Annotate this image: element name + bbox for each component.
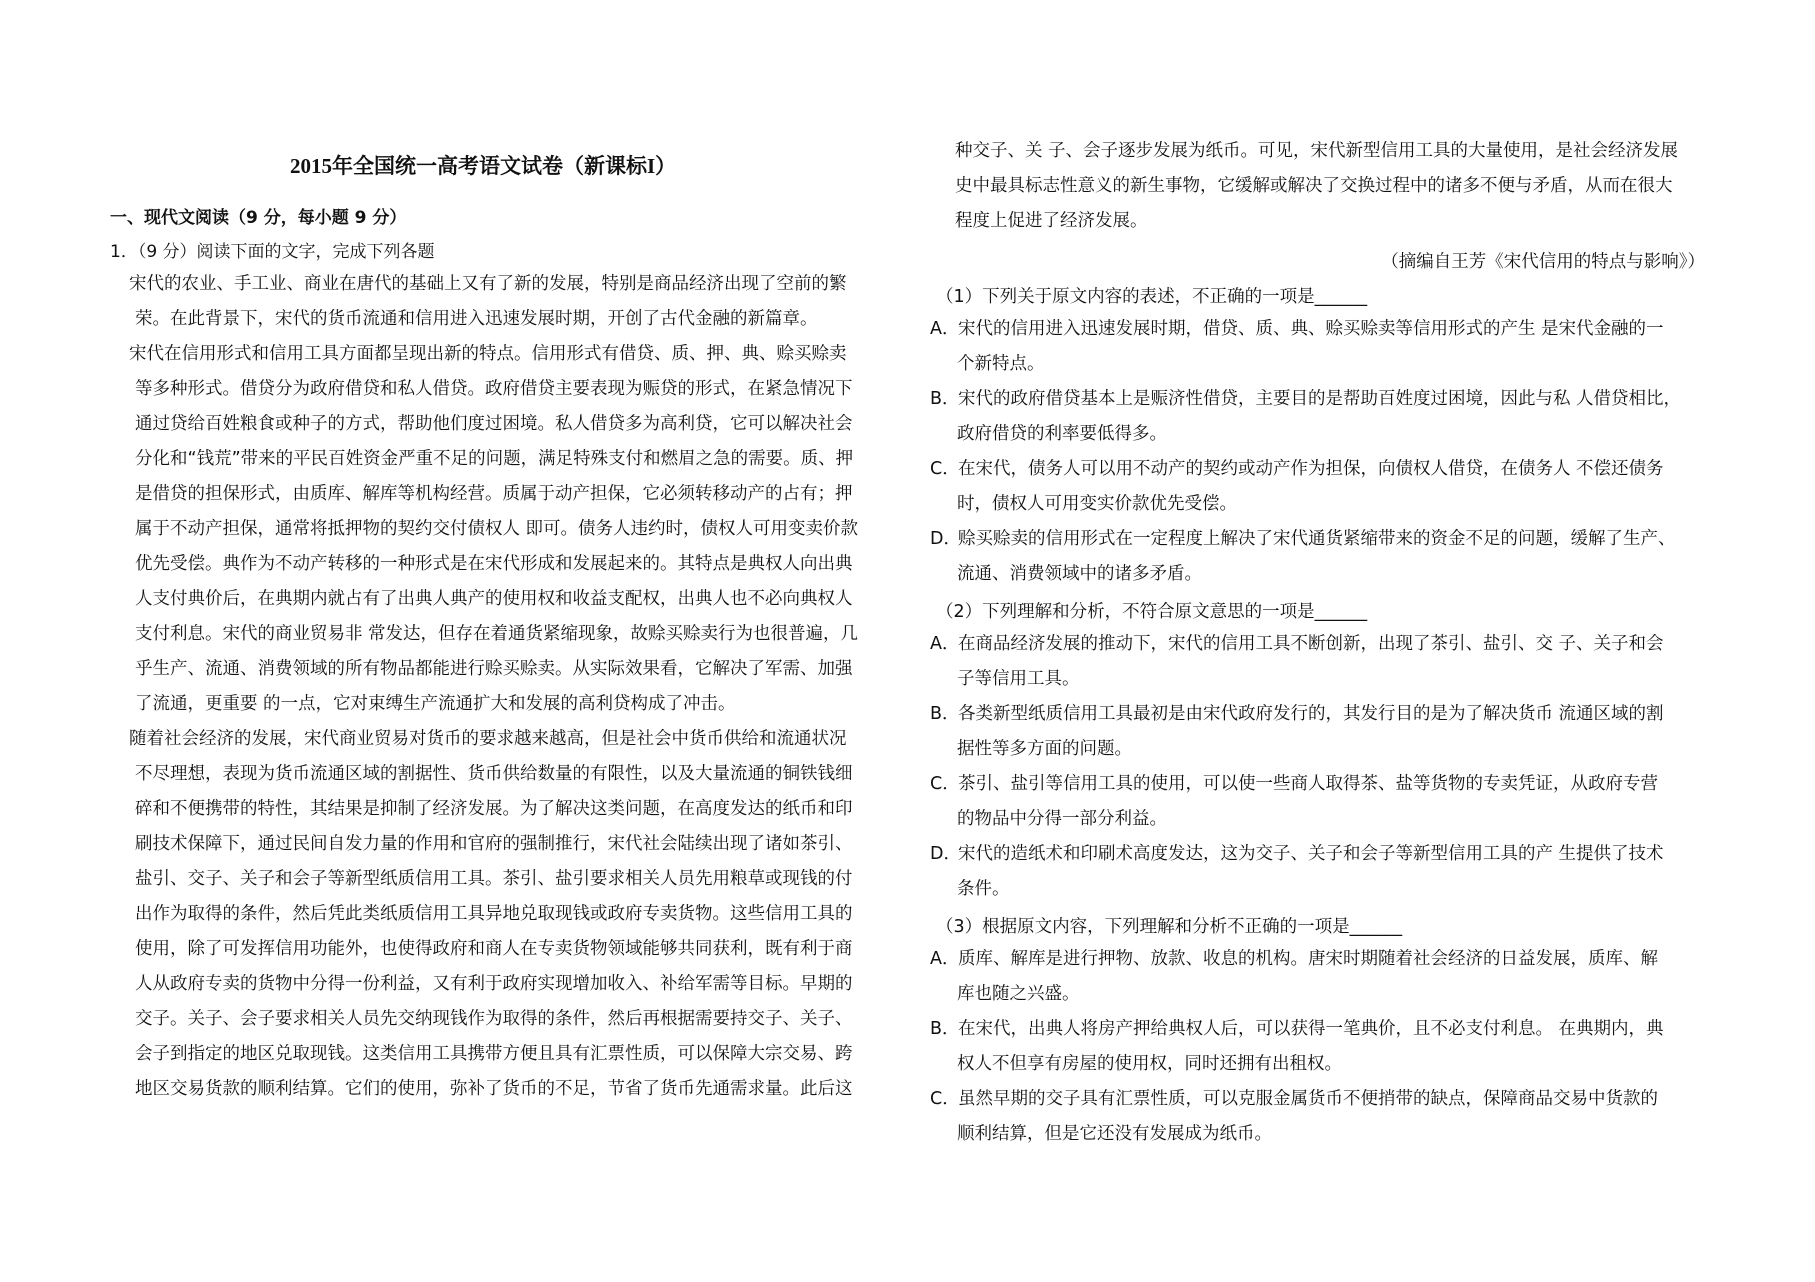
passage-line: 优先受偿。典作为不动产转移的一种形式是在宋代形成和发展起来的。其特点是典权人向出典: [135, 554, 853, 574]
exam-title: 2015年全国统一高考语文试卷（新课标I）: [290, 154, 677, 178]
section-heading: 一、现代文阅读（9 分，每小题 9 分）: [110, 208, 407, 228]
answer-option-a: 个新特点。: [957, 354, 1045, 374]
passage-line: 不尽理想，表现为货币流通区域的割据性、货币供给数量的有限性，以及大量流通的铜铁钱细: [135, 764, 853, 784]
passage-line: 会子到指定的地区兑取现钱。这类信用工具携带方便且具有汇票性质，可以保障大宗交易、跨: [135, 1044, 853, 1064]
option-text: 赊买赊卖的信用形式在一定程度上解决了宋代通货紧缩带来的资金不足的问题，缓解了生产、: [958, 529, 1676, 549]
passage-line: 种交子、关 子、会子逐步发展为纸币。可见，宋代新型信用工具的大量使用，是社会经济发展: [955, 141, 1679, 161]
passage-line: 宋代的农业、手工业、商业在唐代的基础上又有了新的发展，特别是商品经济出现了空前的繁: [129, 274, 847, 294]
option-letter: C．: [930, 1089, 960, 1109]
answer-option-c: 的物品中分得一部分利益。: [957, 809, 1167, 829]
answer-option-b: [930, 1018, 1664, 1040]
answer-option-d: 条件。: [957, 879, 1010, 899]
answer-option-c: [930, 458, 1664, 480]
passage-line: 出作为取得的条件，然后凭此类纸质信用工具异地兑取现钱或政府专卖货物。这些信用工具的: [135, 904, 853, 924]
option-letter: C．: [930, 459, 960, 479]
option-text: 宋代的信用进入迅速发展时期，借贷、质、典、赊买赊卖等信用形式的产生 是宋代金融的一: [958, 319, 1664, 339]
answer-option-b: 权人不但享有房屋的使用权，同时还拥有出租权。: [957, 1054, 1342, 1074]
answer-option-b: [930, 388, 1681, 410]
question-stem: （1）下列关于原文内容的表述，不正确的一项是______: [936, 287, 1368, 307]
answer-option-c: 顺利结算，但是它还没有发展成为纸币。: [957, 1124, 1272, 1144]
answer-option-b: 据性等多方面的问题。: [957, 739, 1132, 759]
option-text: 虽然早期的交子具有汇票性质，可以克服金属货币不便捎带的缺点，保障商品交易中货款的: [958, 1089, 1658, 1109]
answer-option-c: [930, 1088, 1658, 1110]
passage-line: 史中最具标志性意义的新生事物，它缓解或解决了交换过程中的诸多不便与矛盾，从而在很大: [955, 176, 1673, 196]
passage-line: 了流通，更重要 的一点，它对束缚生产流通扩大和发展的高利贷构成了冲击。: [135, 694, 736, 714]
passage-line: 随着社会经济的发展，宋代商业贸易对货币的要求越来越高，但是社会中货币供给和流通状况: [129, 729, 847, 749]
passage-line: 地区交易货款的顺利结算。它们的使用，弥补了货币的不足，节省了货币先通需求量。此后这: [135, 1079, 853, 1099]
answer-option-d: 流通、消费领域中的诸多矛盾。: [957, 564, 1202, 584]
answer-option-c: [930, 773, 1658, 795]
answer-option-a: [930, 633, 1664, 655]
passage-line: 碎和不便携带的特性，其结果是抑制了经济发展。为了解决这类问题，在高度发达的纸币和印: [135, 799, 853, 819]
option-text: 各类新型纸质信用工具最初是由宋代政府发行的，其发行目的是为了解决货币 流通区域的割: [958, 704, 1664, 724]
passage-line: 使用，除了可发挥信用功能外，也使得政府和商人在专卖货物领域能够共同获利，既有利于商: [135, 939, 853, 959]
option-letter: D．: [930, 529, 961, 549]
option-letter: A．: [930, 319, 960, 339]
passage-line: 通过贷给百姓粮食或种子的方式，帮助他们度过困境。私人借贷多为高利贷，它可以解决社会: [135, 414, 853, 434]
answer-option-c: 时，债权人可用变实价款优先受偿。: [957, 494, 1237, 514]
passage-line: 人从政府专卖的货物中分得一份利益，又有利于政府实现增加收入、补给军需等目标。早期的: [135, 974, 853, 994]
option-letter: A．: [930, 949, 960, 969]
passage-line: 属于不动产担保，通常将抵押物的契约交付债权人 即可。债务人违约时，债权人可用变卖价款: [135, 519, 859, 539]
passage-line: 人支付典价后，在典期内就占有了出典人典产的使用权和收益支配权，出典人也不必向典权人: [135, 589, 853, 609]
option-letter: B．: [930, 704, 960, 724]
question-stem: （3）根据原文内容，下列理解和分析不正确的一项是______: [936, 917, 1403, 937]
passage-line: 宋代在信用形式和信用工具方面都呈现出新的特点。信用形式有借贷、质、押、典、赊买赊卖: [129, 344, 847, 364]
passage-line: 盐引、交子、关子和会子等新型纸质信用工具。茶引、盐引要求相关人员先用粮草或现钱的付: [135, 869, 853, 889]
option-text: 在宋代，债务人可以用不动产的契约或动产作为担保，向债权人借贷，在债务人 不偿还债务: [958, 459, 1664, 479]
passage-line: 支付利息。宋代的商业贸易非 常发达，但存在着通货紧缩现象，故赊买赊卖行为也很普遍，几: [135, 624, 859, 644]
answer-option-a: [930, 318, 1664, 340]
passage-line: 荣。在此背景下，宋代的货币流通和信用进入迅速发展时期，开创了古代金融的新篇章。: [135, 309, 818, 329]
option-text: 宋代的造纸术和印刷术高度发达，这为交子、关子和会子等新型信用工具的产 生提供了技术: [958, 844, 1664, 864]
option-letter: A．: [930, 634, 960, 654]
option-text: 宋代的政府借贷基本上是赈济性借贷，主要目的是帮助百姓度过困境，因此与私 人借贷相比，: [958, 389, 1682, 409]
passage-line: 乎生产、流通、消费领域的所有物品都能进行赊买赊卖。从实际效果看，它解决了军需、加强: [135, 659, 853, 679]
option-letter: B．: [930, 389, 960, 409]
option-letter: D．: [930, 844, 961, 864]
answer-option-d: [930, 843, 1664, 865]
answer-option-a: 库也随之兴盛。: [957, 984, 1080, 1004]
option-text: 茶引、盐引等信用工具的使用，可以使一些商人取得茶、盐等货物的专卖凭证，从政府专营: [958, 774, 1658, 794]
answer-option-b: 政府借贷的利率要低得多。: [957, 424, 1167, 444]
option-letter: B．: [930, 1019, 960, 1039]
passage-line: 等多种形式。借贷分为政府借贷和私人借贷。政府借贷主要表现为赈贷的形式，在紧急情况下: [135, 379, 853, 399]
answer-option-a: 子等信用工具。: [957, 669, 1080, 689]
passage-line: 是借贷的担保形式，由质库、解库等机构经营。质属于动产担保，它必须转移动产的占有；押: [135, 484, 853, 504]
passage-source: （摘编自王芳《宋代信用的特点与影响》）: [1381, 252, 1705, 272]
option-letter: C．: [930, 774, 960, 794]
passage-line: 分化和“钱荒”带来的平民百姓资金严重不足的问题，满足特殊支付和燃眉之急的需要。质、押: [135, 449, 854, 469]
option-text: 在宋代，出典人将房产押给典权人后，可以获得一笔典价，且不必支付利息。 在典期内，典: [958, 1019, 1664, 1039]
question-stem: （2）下列理解和分析，不符合原文意思的一项是______: [936, 602, 1368, 622]
question-intro: 1．（9 分）阅读下面的文字，完成下列各题: [110, 242, 435, 262]
answer-option-b: [930, 703, 1664, 725]
option-text: 质库、解库是进行押物、放款、收息的机构。唐宋时期随着社会经济的日益发展，质库、解: [958, 949, 1658, 969]
answer-option-d: [930, 528, 1676, 550]
passage-line: 刷技术保障下，通过民间自发力量的作用和官府的强制推行，宋代社会陆续出现了诸如茶引、: [135, 834, 853, 854]
passage-line: 交子。关子、会子要求相关人员先交纳现钱作为取得的条件，然后再根据需要持交子、关子、: [135, 1009, 853, 1029]
passage-line: 程度上促进了经济发展。: [955, 211, 1148, 231]
option-text: 在商品经济发展的推动下，宋代的信用工具不断创新，出现了茶引、盐引、交 子、关子和会: [958, 634, 1664, 654]
answer-option-a: [930, 948, 1658, 970]
